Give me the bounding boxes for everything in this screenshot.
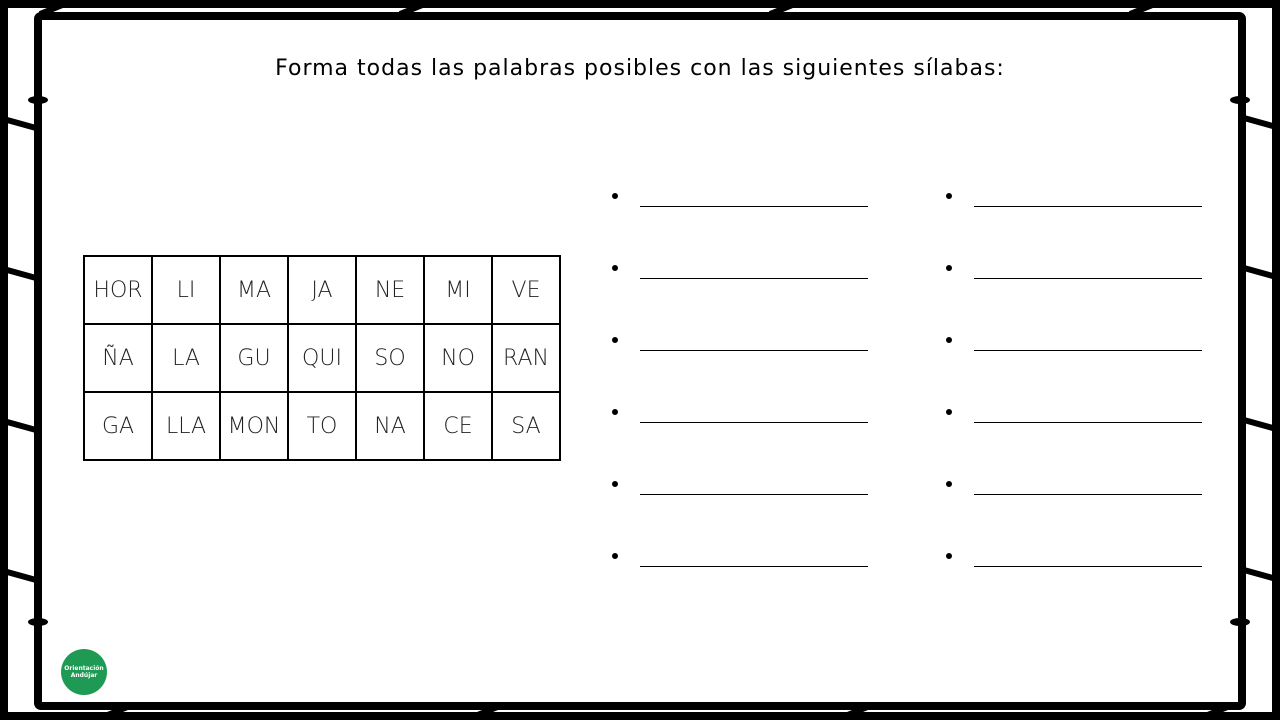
syllable-cell: TO	[288, 392, 356, 460]
table-row	[84, 392, 560, 460]
write-line	[974, 350, 1202, 351]
syllable-cell: MI	[424, 256, 492, 324]
write-line	[640, 206, 868, 207]
syllable-cell: SO	[356, 324, 424, 392]
syllable-cell: JA	[288, 256, 356, 324]
bullet-icon	[946, 337, 952, 343]
write-line	[974, 278, 1202, 279]
syllable-cell: SA	[492, 392, 560, 460]
answer-line	[946, 187, 1206, 207]
answer-line	[946, 547, 1206, 567]
bullet-icon	[946, 481, 952, 487]
bullet-icon	[946, 553, 952, 559]
write-line	[974, 494, 1202, 495]
bullet-icon	[612, 409, 618, 415]
bullet-icon	[946, 193, 952, 199]
syllable-cell: GA	[84, 392, 152, 460]
bullet-icon	[946, 265, 952, 271]
bullet-icon	[612, 481, 618, 487]
syllable-cell: MA	[220, 256, 288, 324]
table-row	[84, 256, 560, 324]
syllable-cell: NA	[356, 392, 424, 460]
bullet-icon	[946, 409, 952, 415]
bullet-icon	[612, 193, 618, 199]
instruction-title: Forma todas las palabras posibles con las siguientes sílabas:	[275, 56, 1005, 81]
answer-line	[612, 331, 872, 351]
write-line	[974, 566, 1202, 567]
syllable-cell: VE	[492, 256, 560, 324]
answer-line	[612, 403, 872, 423]
bullet-icon	[612, 337, 618, 343]
syllable-cell: RAN	[492, 324, 560, 392]
answer-line	[946, 331, 1206, 351]
syllable-cell: MON	[220, 392, 288, 460]
bullet-icon	[612, 265, 618, 271]
write-line	[974, 422, 1202, 423]
syllable-cell: LI	[152, 256, 220, 324]
write-line	[640, 422, 868, 423]
write-line	[974, 206, 1202, 207]
answer-line	[946, 259, 1206, 279]
write-line	[640, 566, 868, 567]
syllable-cell: CE	[424, 392, 492, 460]
syllable-cell: NO	[424, 324, 492, 392]
answer-line	[946, 475, 1206, 495]
syllable-cell: QUI	[288, 324, 356, 392]
logo-text: Orientación Andújar	[64, 665, 104, 679]
write-line	[640, 278, 868, 279]
bullet-icon	[612, 553, 618, 559]
syllable-cell: NE	[356, 256, 424, 324]
syllable-cell: HOR	[84, 256, 152, 324]
brand-logo	[61, 649, 107, 695]
answer-line	[612, 259, 872, 279]
syllable-cell: ÑA	[84, 324, 152, 392]
syllable-cell: LA	[152, 324, 220, 392]
write-line	[640, 350, 868, 351]
syllable-grid	[83, 255, 561, 461]
answer-line	[612, 187, 872, 207]
answer-line	[612, 475, 872, 495]
syllable-cell: GU	[220, 324, 288, 392]
write-line	[640, 494, 868, 495]
syllable-cell: LLA	[152, 392, 220, 460]
answer-line	[946, 403, 1206, 423]
table-row	[84, 324, 560, 392]
answer-line	[612, 547, 872, 567]
